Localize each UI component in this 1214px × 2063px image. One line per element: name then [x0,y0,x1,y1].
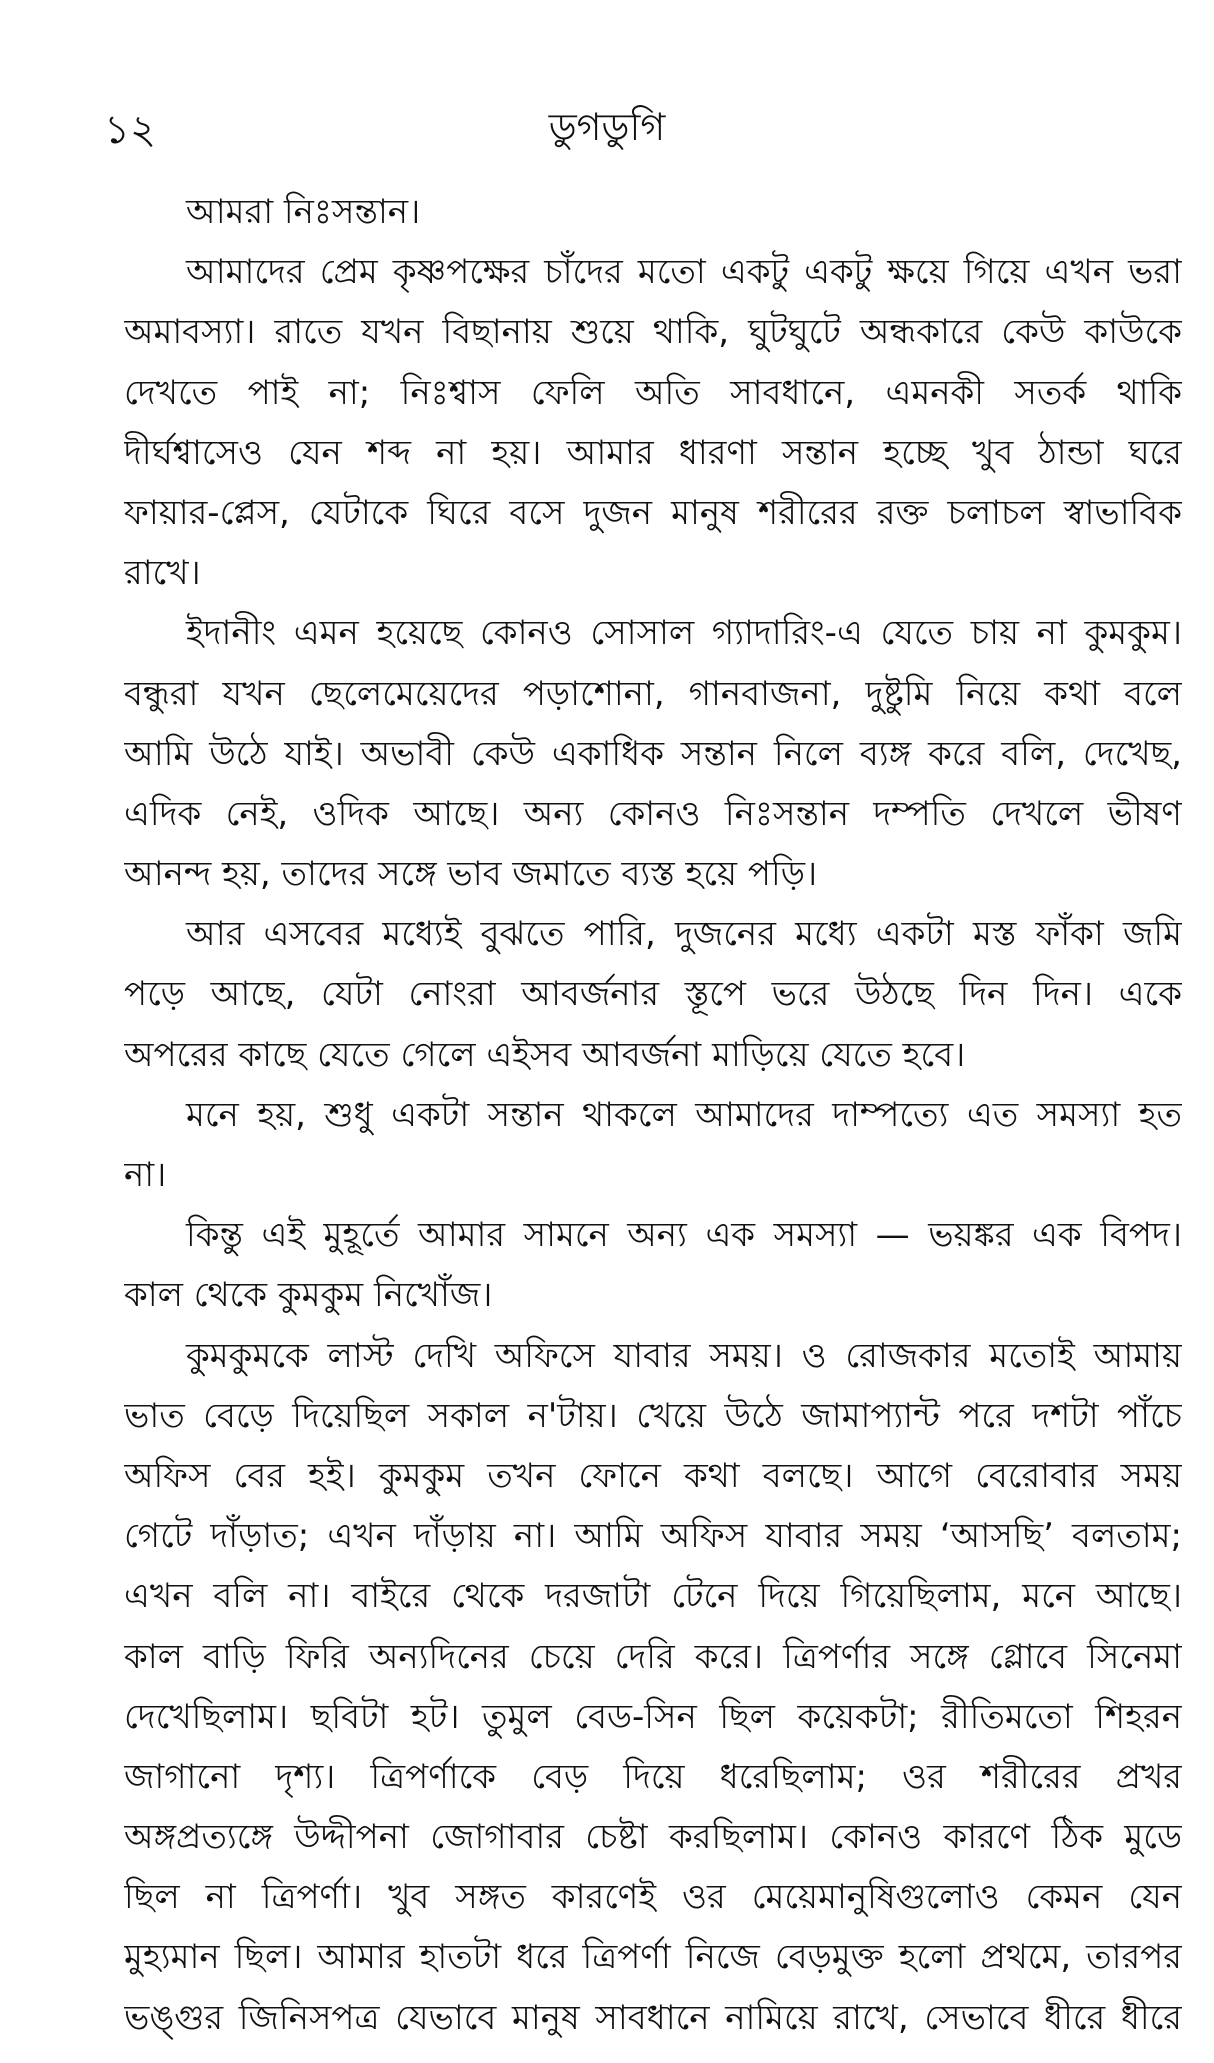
text-line: কাল থেকে কুমকুম নিখোঁজ। [124,1275,493,1316]
text-line: আমরা নিঃসন্তান। [186,192,421,232]
text-line: না। [124,1155,167,1195]
text-line: অমাবস্যা। রাতে যখন বিছানায় শুয়ে থাকি, ঘুটঘুটে অন্ধকারে কেউ কাউকে [124,312,1182,353]
text-line: জাগানো দৃশ্য। ত্রিপর্ণাকে বেড় দিয়ে ধরেছিলাম; ওর শরীরের প্রখর [124,1756,1182,1797]
text-line: আমি উঠে যাই। অভাবী কেউ একাধিক সন্তান নিলে ব্যঙ্গ করে বলি, দেখেছ, [124,733,1182,774]
text-line: কুমকুমকে লাস্ট দেখি অফিসে যাবার সময়। ও রোজকার মতোই আমায় [186,1335,1182,1376]
running-title: ডুগডুগি [548,105,666,149]
text-line: অপরের কাছে যেতে গেলে এইসব আবর্জনা মাড়িয়ে যেতে হবে। [124,1034,966,1075]
body-text [124,182,1182,2048]
text-line: আমাদের প্রেম কৃষ্ণপক্ষের চাঁদের মতো একটু একটু ক্ষয়ে গিয়ে এখন ভরা [186,252,1182,293]
text-line: অঙ্গপ্রত্যঙ্গে উদ্দীপনা জোগাবার চেষ্টা করছিলাম। কোনও কারণে ঠিক মুডে [124,1817,1182,1858]
paragraph [124,603,1182,904]
text-line: গেটে দাঁড়াত; এখন দাঁড়ায় না। আমি অফিস যাবার সময় ‘আসছি’ বলতাম; [124,1516,1182,1557]
text-line: ছিল না ত্রিপর্ণা। খুব সঙ্গত কারণেই ওর মেয়েমানুষিগুলোও কেমন যেন [124,1877,1182,1918]
text-line: অফিস বের হই। কুমকুম তখন ফোনে কথা বলছে। আগে বেরোবার সময় [124,1455,1182,1496]
paragraph [124,904,1182,1085]
text-line: পড়ে আছে, যেটা নোংরা আবর্জনার স্তূপে ভরে উঠছে দিন দিন। একে [124,974,1182,1015]
paragraph [124,242,1182,603]
text-line: আনন্দ হয়, তাদের সঙ্গে ভাব জমাতে ব্যস্ত হয়ে পড়ি। [124,854,818,895]
text-line: বন্ধুরা যখন ছেলেমেয়েদের পড়াশোনা, গানবাজনা, দুষ্টুমি নিয়ে কথা বলে [124,673,1182,714]
text-line: এখন বলি না। বাইরে থেকে দরজাটা টেনে দিয়ে গিয়েছিলাম, মনে আছে। [124,1576,1182,1617]
text-line: ফায়ার-প্লেস, যেটাকে ঘিরে বসে দুজন মানুষ শরীরের রক্ত চলাচল স্বাভাবিক [124,492,1182,533]
text-line: দেখেছিলাম। ছবিটা হট। তুমুল বেড-সিন ছিল কয়েকটা; রীতিমতো শিহরন [124,1696,1182,1737]
text-line: মনে হয়, শুধু একটা সন্তান থাকলে আমাদের দাম্পত্যে এত সমস্যা হত [186,1094,1182,1135]
text-line: মুহ্যমান ছিল। আমার হাতটা ধরে ত্রিপর্ণা নিজে বেড়মুক্ত হলো প্রথমে, তারপর [124,1937,1182,1978]
paragraph [124,182,1182,242]
page-number: ১২ [104,107,156,153]
text-line: কাল বাড়ি ফিরি অন্যদিনের চেয়ে দেরি করে। ত্রিপর্ণার সঙ্গে গ্লোবে সিনেমা [124,1636,1182,1677]
text-line: ইদানীং এমন হয়েছে কোনও সোসাল গ্যাদারিং-এ যেতে চায় না কুমকুম। [186,613,1182,654]
text-line: দেখতে পাই না; নিঃশ্বাস ফেলি অতি সাবধানে, এমনকী সতর্ক থাকি [124,372,1182,413]
text-line: এদিক নেই, ওদিক আছে। অন্য কোনও নিঃসন্তান দম্পতি দেখলে ভীষণ [124,793,1182,834]
paragraph [124,1326,1182,2048]
paragraph [124,1205,1182,1325]
text-line: আর এসবের মধ্যেই বুঝতে পারি, দুজনের মধ্যে একটা মস্ত ফাঁকা জমি [186,914,1182,955]
text-line: কিন্তু এই মুহূর্তে আমার সামনে অন্য এক সমস্যা — ভয়ঙ্কর এক বিপদ। [186,1215,1182,1256]
text-line: ভঙ্গুর জিনিসপত্র যেভাবে মানুষ সাবধানে নামিয়ে রাখে, সেভাবে ধীরে ধীরে [124,1997,1182,2038]
text-line: ভাত বেড়ে দিয়েছিল সকাল ন'টায়। খেয়ে উঠে জামাপ্যান্ট পরে দশটা পাঁচে [124,1395,1182,1436]
text-line: দীর্ঘশ্বাসেও যেন শব্দ না হয়। আমার ধারণা সন্তান হচ্ছে খুব ঠান্ডা ঘরে [124,432,1182,473]
text-line: রাখে। [124,553,201,594]
paragraph [124,1085,1182,1205]
